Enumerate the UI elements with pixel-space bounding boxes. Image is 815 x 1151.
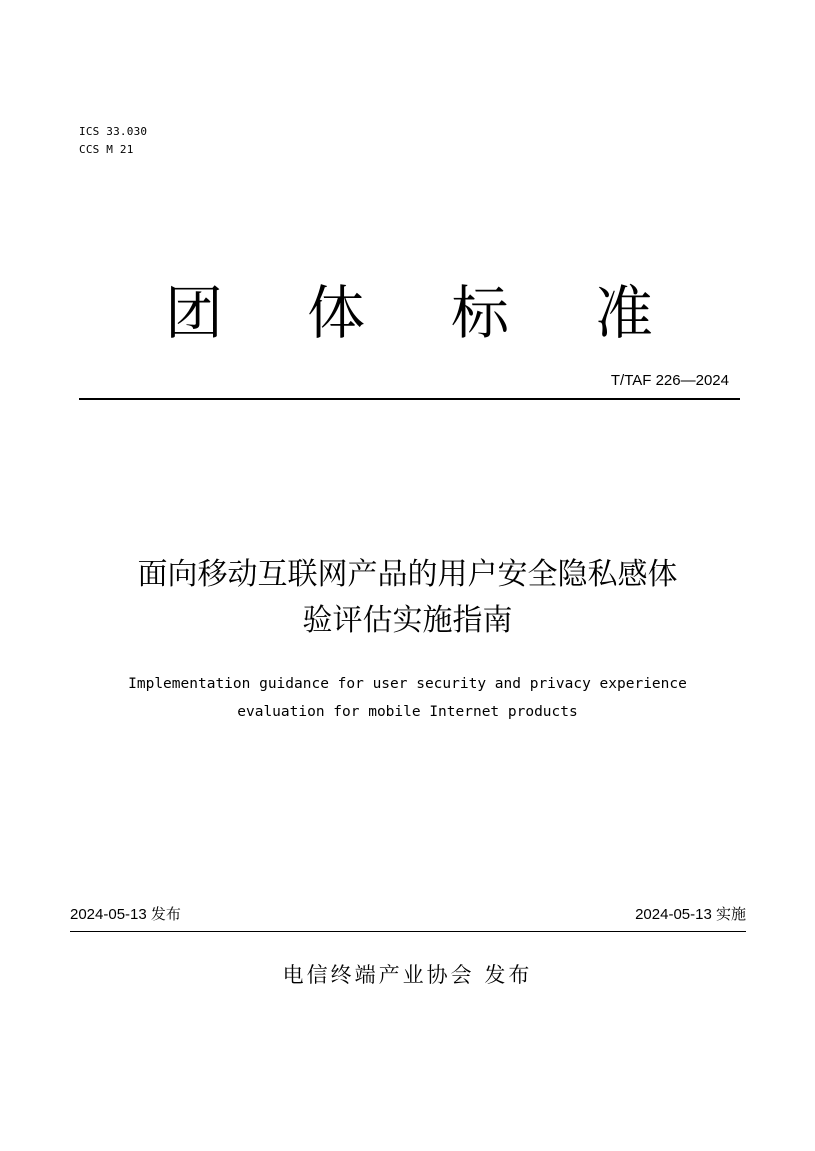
footer-divider [70, 931, 746, 932]
english-title [40, 670, 775, 726]
standard-number: T/TAF 226—2024 [610, 372, 729, 389]
standard-type-char: 团 [164, 279, 223, 347]
publisher: 电信终端产业协会 发布 [282, 963, 533, 987]
standard-type-char: 准 [594, 279, 653, 347]
standard-type-heading [0, 278, 815, 348]
english-title-line-2: evaluation for mobile Internet products [237, 704, 578, 720]
implementation-date: 2024-05-13 实施 [635, 906, 746, 923]
ccs-code: CCS M 21 [79, 143, 134, 156]
chinese-title-line-1: 面向移动互联网产品的用户安全隐私感体 [137, 557, 678, 592]
standard-type-char: 标 [450, 279, 509, 347]
ics-code: ICS 33.030 [79, 125, 148, 138]
chinese-title-line-2: 验评估实施指南 [302, 603, 513, 638]
publish-date: 2024-05-13 发布 [70, 906, 181, 923]
chinese-title [40, 552, 775, 644]
classification-codes [79, 123, 147, 159]
standard-type-char: 体 [306, 279, 365, 347]
header-divider [79, 398, 740, 400]
english-title-line-1: Implementation guidance for user security and privacy experience [128, 676, 687, 692]
